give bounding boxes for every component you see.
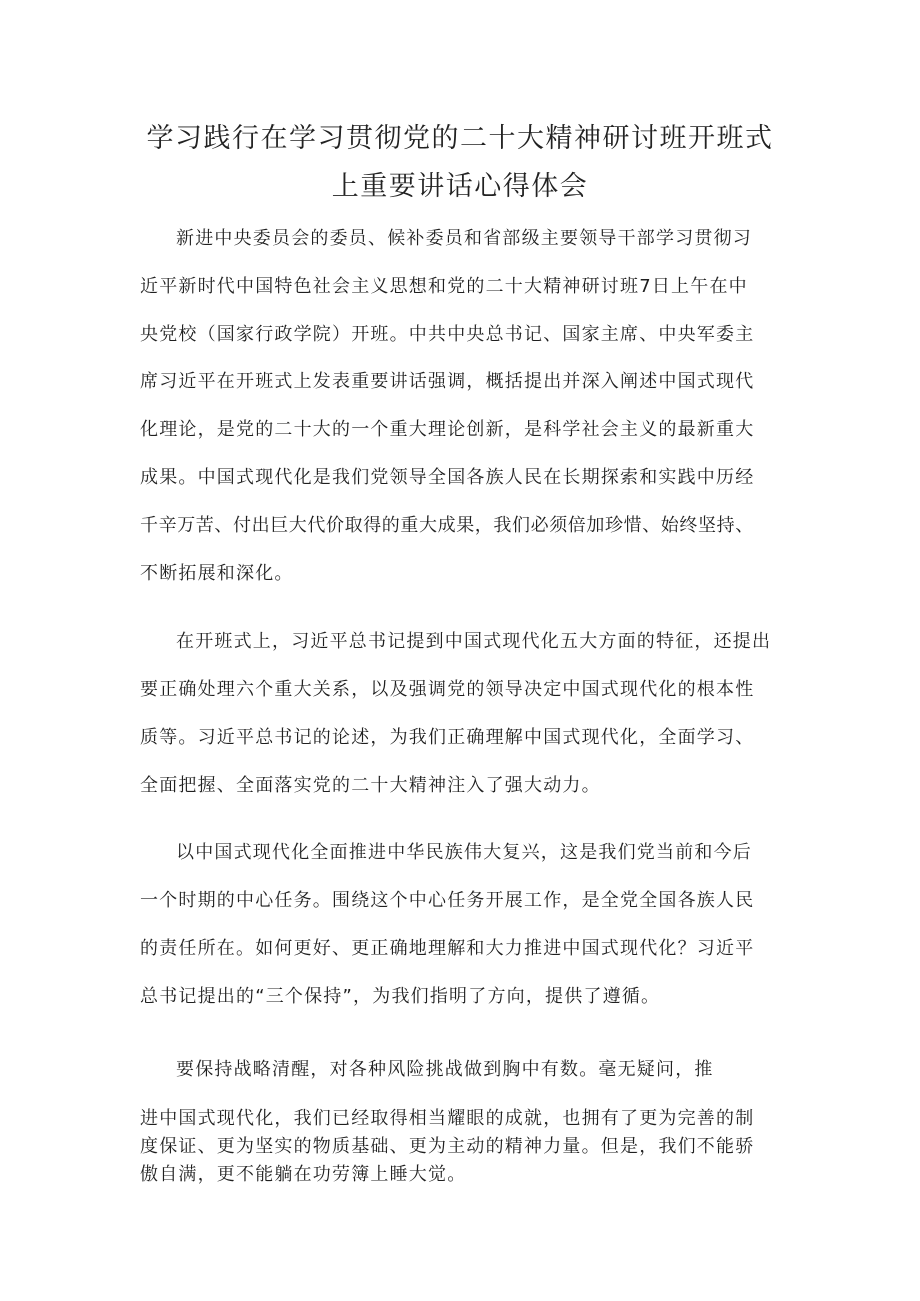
paragraph-line: 质等。习近平总书记的论述，为我们正确理解中国式现代化，全面学习、 (140, 727, 755, 748)
paragraph-line: 千辛万苦、付出巨大代价取得的重大成果，我们必须倍加珍惜、始终坚持、 (140, 515, 754, 536)
paragraph-line: 要正确处理六个重大关系，以及强调党的领导决定中国式现代化的根本性 (140, 679, 755, 700)
paragraph-line: 一个时期的中心任务。围绕这个中心任务开展工作，是全党全国各族人民 (140, 890, 755, 911)
document-title-line-2: 上重要讲话心得体会 (331, 171, 589, 202)
paragraph-line: 近平新时代中国特色社会主义思想和党的二十大精神研讨班7日上午在中 (140, 276, 748, 297)
paragraph-line: 进中国式现代化，我们已经取得相当耀眼的成就，也拥有了更为完善的制 (140, 1108, 755, 1129)
paragraph-line: 的责任所在。如何更好、更正确地理解和大力推进中国式现代化？习近平 (140, 938, 755, 959)
paragraph-line: 不断拓展和深化。 (140, 563, 294, 584)
paragraph-line: 全面把握、全面落实党的二十大精神注入了强大动力。 (140, 775, 601, 796)
paragraph-line: 总书记提出的“三个保持”，为我们指明了方向，提供了遵循。 (140, 986, 661, 1007)
paragraph-line: 傲自满，更不能躺在功劳簿上睡大觉。 (140, 1164, 467, 1185)
paragraph-line: 央党校（国家行政学院）开班。中共中央总书记、国家主席、中央军委主 (140, 324, 755, 345)
paragraph-line: 化理论，是党的二十大的一个重大理论创新，是科学社会主义的最新重大 (140, 419, 755, 440)
paragraph-line: 在开班式上，习近平总书记提到中国式现代化五大方面的特征，还提出 (176, 631, 772, 652)
paragraph-line: 成果。中国式现代化是我们党领导全国各族人民在长期探索和实践中历经 (140, 467, 755, 488)
paragraph-line: 新进中央委员会的委员、候补委员和省部级主要领导干部学习贯彻习 (176, 228, 752, 249)
paragraph-line: 要保持战略清醒，对各种风险挑战做到胸中有数。毫无疑问，推 (176, 1059, 714, 1080)
document-title-line-1: 学习践行在学习贯彻党的二十大精神研讨班开班式 (146, 123, 774, 154)
paragraph-line: 席习近平在开班式上发表重要讲话强调，概括提出并深入阐述中国式现代 (140, 371, 755, 392)
paragraph-line: 度保证、更为坚实的物质基础、更为主动的精神力量。但是，我们不能骄 (140, 1136, 755, 1157)
paragraph-line: 以中国式现代化全面推进中华民族伟大复兴，这是我们党当前和今后 (176, 842, 752, 863)
